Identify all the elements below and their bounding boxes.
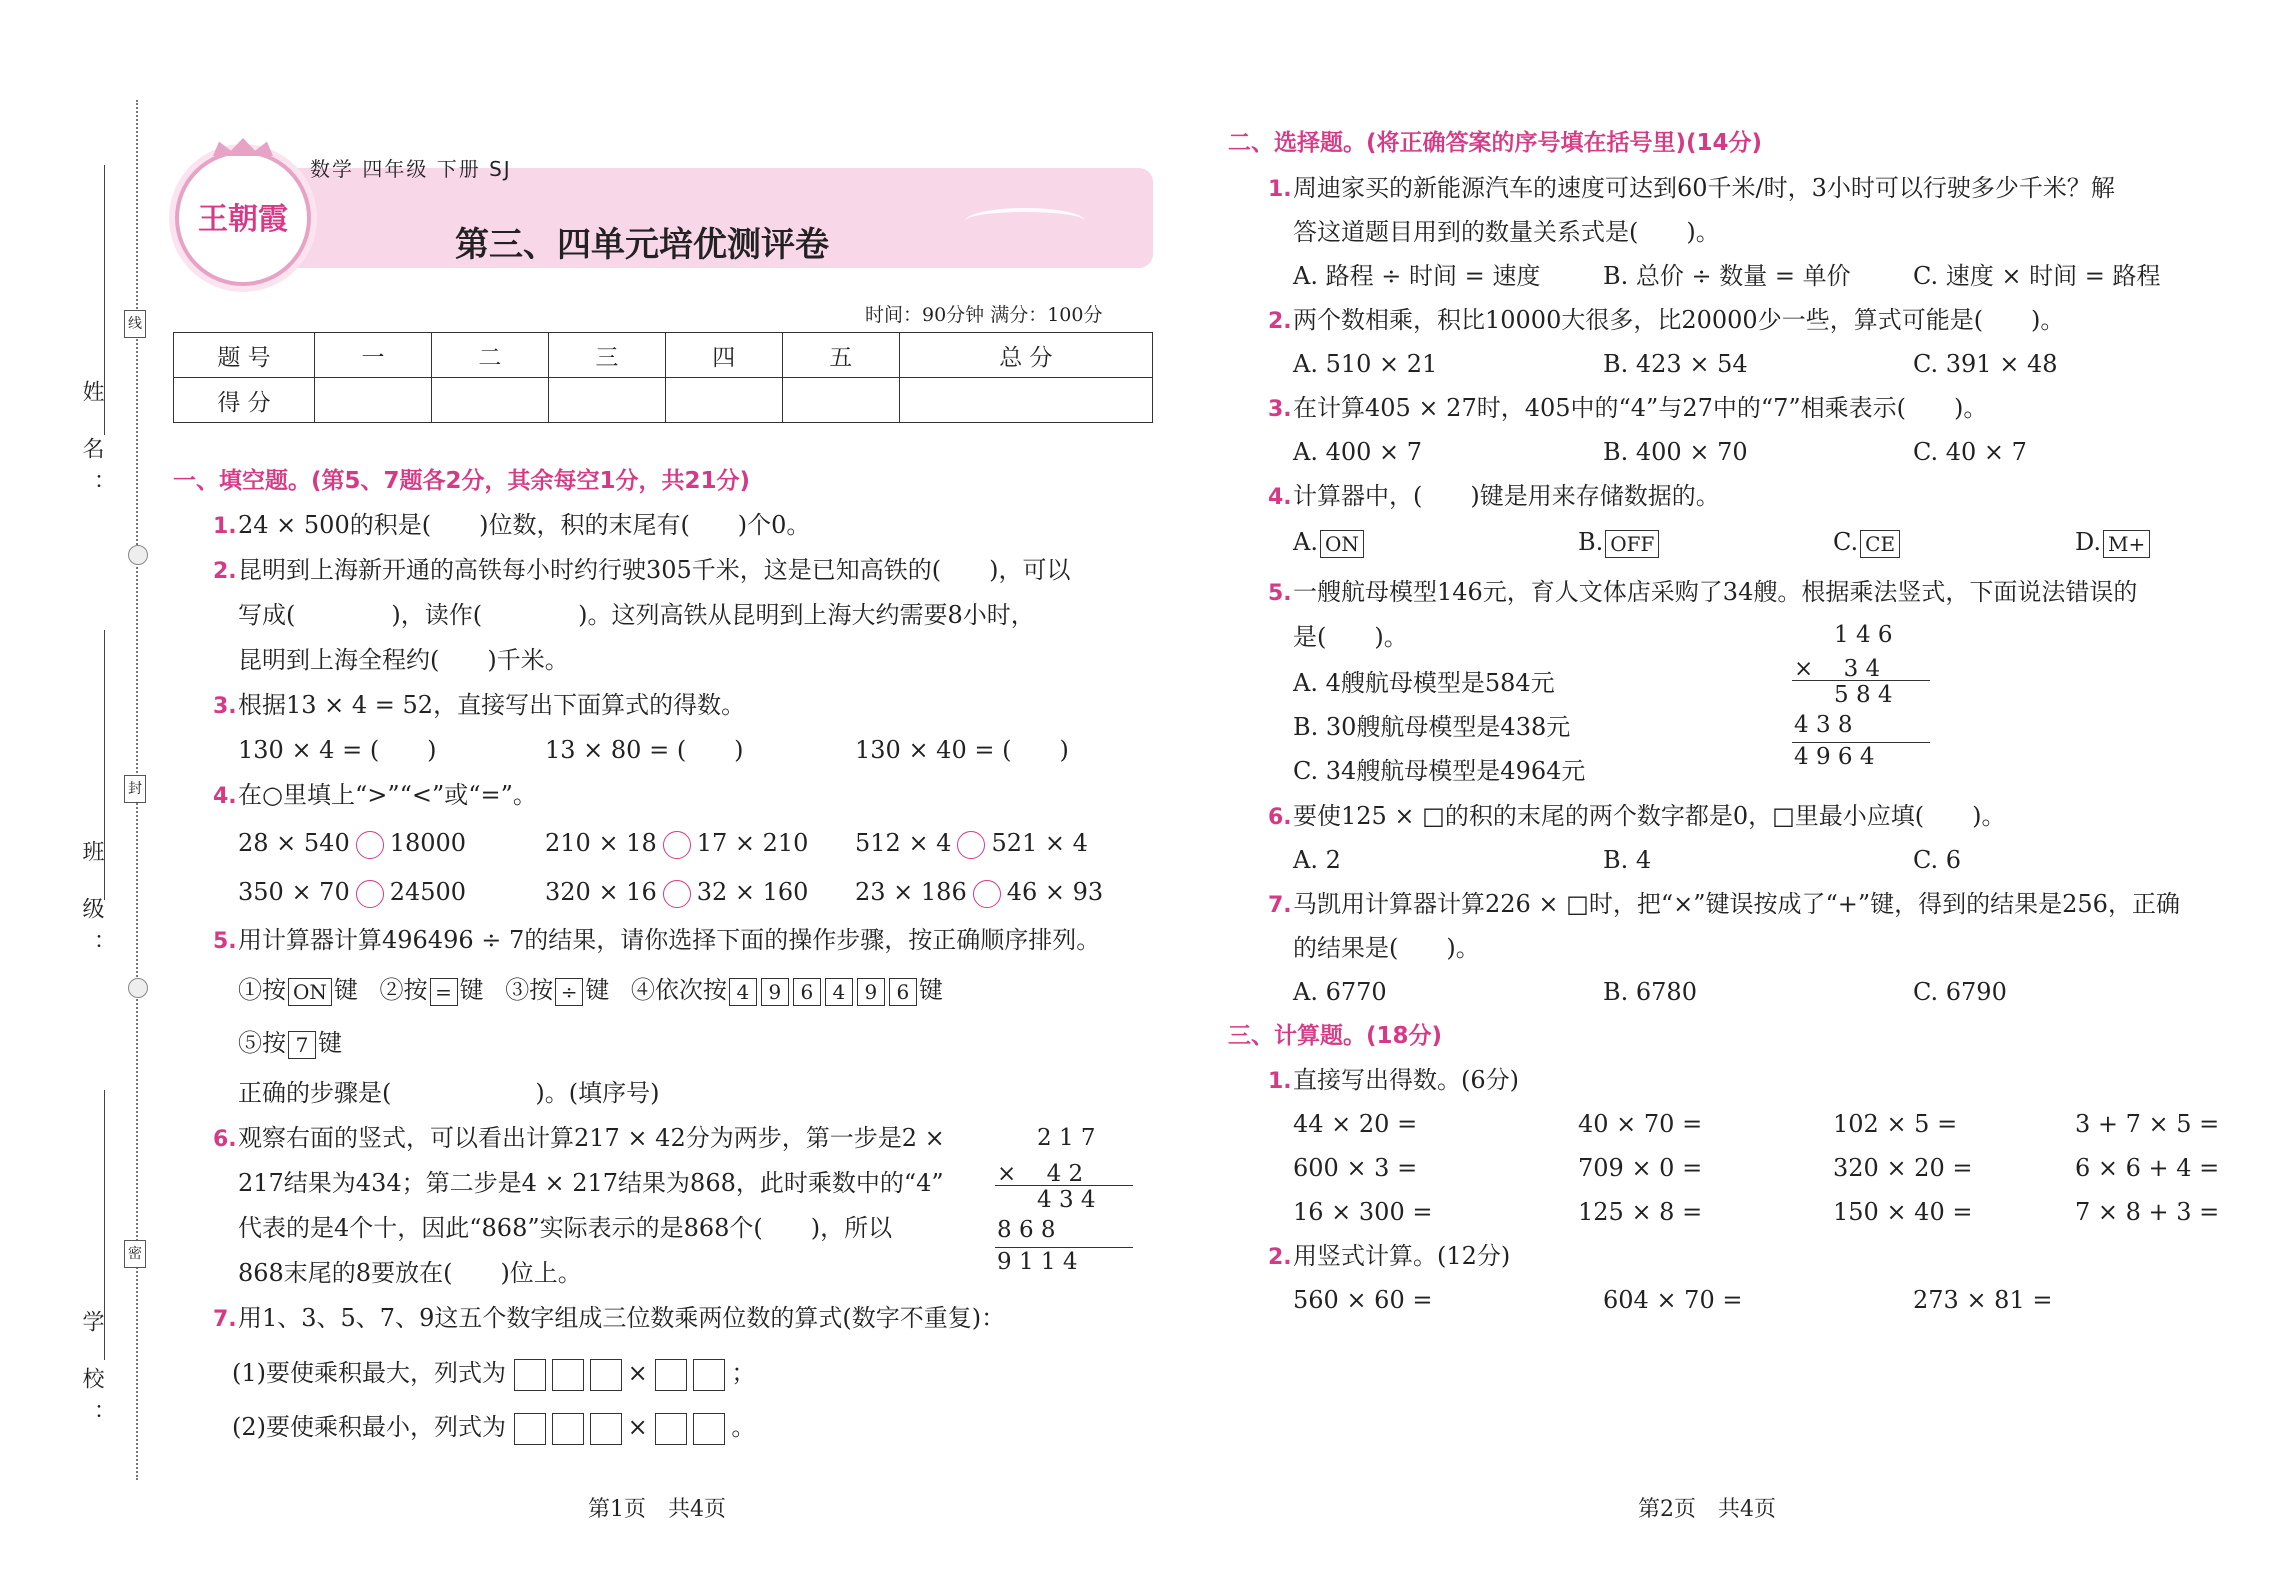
digit-box[interactable]	[655, 1413, 687, 1445]
class-label: 班 级：	[79, 840, 104, 969]
binding-mark-icon	[128, 978, 148, 998]
calc-row: 1 4 6	[1834, 622, 1893, 648]
banner-swoosh-icon	[965, 208, 1085, 234]
equals-key-icon: =	[430, 978, 458, 1006]
digit-key-icon: 4	[825, 978, 853, 1006]
q5-steps: ①按 ON 键 ②按 = 键 ③按 ÷ 键 ④依次按 4 9 6 4 9 6 键	[238, 976, 943, 1004]
q-number: 5.	[213, 929, 237, 954]
q5-step5: ⑤按 7 键	[238, 1029, 342, 1057]
calc-row: 5 8 4	[1834, 682, 1893, 708]
divide-key-icon: ÷	[555, 978, 583, 1006]
calc-row: × 4 2	[997, 1161, 1084, 1187]
option: C. 34艘航母模型是4964元	[1293, 757, 1586, 785]
subject-label: 数学 四年级 下册 SJ	[310, 157, 512, 181]
calc-item: 6 × 6 + 4 =	[2075, 1154, 2220, 1182]
compare-circle[interactable]	[663, 831, 691, 859]
q2-line1: 昆明到上海新开通的高铁每小时约行驶305千米，这是已知高铁的( )，可以	[238, 556, 1071, 584]
table-cell: 二	[431, 333, 548, 378]
calc-row: 4 9 6 4	[1794, 744, 1875, 770]
calc-item: 40 × 70 =	[1578, 1110, 1703, 1138]
q2-line2: 写成( )，读作( )。这列高铁从昆明到上海大约需要8小时，	[238, 601, 1035, 629]
table-cell: 总 分	[899, 333, 1152, 378]
compare-circle[interactable]	[356, 880, 384, 908]
q2-line3: 昆明到上海全程约( )千米。	[238, 646, 569, 674]
q-number: 3.	[1268, 397, 1292, 422]
calc-item: 600 × 3 =	[1293, 1154, 1418, 1182]
option: B. 30艘航母模型是438元	[1293, 713, 1571, 741]
tab-line: 线	[124, 310, 146, 338]
option: B. 400 × 70	[1603, 438, 1748, 466]
on-key-icon: ON	[288, 978, 332, 1006]
compare-circle[interactable]	[356, 831, 384, 859]
q-number: 5.	[1268, 581, 1292, 606]
score-input-cell[interactable]	[782, 378, 899, 423]
q-number: 7.	[213, 1307, 237, 1332]
q-number: 7.	[1268, 893, 1292, 918]
s3q1-text: 直接写出得数。(6分)	[1293, 1066, 1519, 1094]
option: A. ON	[1293, 527, 1366, 558]
digit-box[interactable]	[590, 1359, 622, 1391]
table-cell: 题 号	[174, 333, 315, 378]
m-plus-key-icon: M+	[2103, 530, 2150, 558]
q3-item: 13 × 80 = ( )	[545, 736, 744, 764]
calc-item: 102 × 5 =	[1833, 1110, 1958, 1138]
calc-row: 9 1 1 4	[997, 1249, 1078, 1275]
option: C. 6	[1913, 846, 1962, 874]
q-number: 6.	[1268, 805, 1292, 830]
calc-item: 273 × 81 =	[1913, 1286, 2053, 1314]
calc-item: 604 × 70 =	[1603, 1286, 1743, 1314]
s2q4-text: 计算器中，( )键是用来存储数据的。	[1293, 482, 1720, 510]
calc-item: 16 × 300 =	[1293, 1198, 1433, 1226]
option: D. M+	[2075, 527, 2152, 558]
q7-part2: (2)要使乘积最小，列式为 × 。	[232, 1412, 755, 1445]
q-number: 2.	[213, 559, 237, 584]
digit-box[interactable]	[552, 1413, 584, 1445]
binding-mark-icon	[128, 545, 148, 565]
score-input-cell[interactable]	[665, 378, 782, 423]
tab-secret: 密	[124, 1240, 146, 1268]
s2q1-line2: 答这道题目用到的数量关系式是( )。	[1293, 218, 1720, 246]
section2-title: 二、选择题。(将正确答案的序号填在括号里)(14分)	[1228, 130, 1763, 156]
digit-box[interactable]	[693, 1413, 725, 1445]
compare-item: 28 × 540 18000	[238, 829, 467, 857]
option: A. 4艘航母模型是584元	[1293, 669, 1555, 697]
option: A. 510 × 21	[1293, 350, 1438, 378]
time-info: 时间：90分钟 满分：100分	[865, 304, 1103, 326]
score-input-cell[interactable]	[548, 378, 665, 423]
q1-text: 24 × 500的积是( )位数，积的末尾有( )个0。	[238, 511, 811, 539]
digit-box[interactable]	[514, 1359, 546, 1391]
option: A. 路程 ÷ 时间 = 速度	[1293, 262, 1541, 290]
name-label: 姓 名：	[79, 380, 104, 509]
option: B. 4	[1603, 846, 1652, 874]
q3-item: 130 × 40 = ( )	[855, 736, 1069, 764]
s3q2-text: 用竖式计算。(12分)	[1293, 1242, 1511, 1270]
q6-line3: 代表的是4个十，因此“868”实际表示的是868个( )，所以	[238, 1214, 893, 1242]
s2q2-text: 两个数相乘，积比10000大很多，比20000少一些，算式可能是( )。	[1293, 306, 2065, 334]
score-input-cell[interactable]	[899, 378, 1152, 423]
option: B. 423 × 54	[1603, 350, 1748, 378]
table-cell: 三	[548, 333, 665, 378]
calc-item: 7 × 8 + 3 =	[2075, 1198, 2220, 1226]
digit-key-icon: 4	[729, 978, 757, 1006]
digit-key-icon: 7	[288, 1031, 316, 1059]
digit-box[interactable]	[655, 1359, 687, 1391]
s2q7-line1: 马凯用计算器计算226 × □时，把“×”键误按成了“+”键，得到的结果是256，正确	[1293, 890, 2180, 918]
s2q3-text: 在计算405 × 27时，405中的“4”与27中的“7”相乘表示( )。	[1293, 394, 1988, 422]
q5-answer: 正确的步骤是( )。(填序号)	[238, 1079, 660, 1107]
score-input-cell[interactable]	[431, 378, 548, 423]
q7-part1: (1)要使乘积最大，列式为 × ；	[232, 1358, 755, 1391]
option: B. 总价 ÷ 数量 = 单价	[1603, 262, 1851, 290]
option: A. 6770	[1293, 978, 1387, 1006]
digit-box[interactable]	[514, 1413, 546, 1445]
compare-item: 23 × 186 46 × 93	[855, 878, 1104, 906]
s2q1-line1: 周迪家买的新能源汽车的速度可达到60千米/时，3小时可以行驶多少千米？解	[1293, 174, 2115, 202]
calc-row: 2 1 7	[1037, 1125, 1096, 1151]
logo-text: 王朝霞	[198, 202, 288, 237]
compare-circle[interactable]	[973, 880, 1001, 908]
table-cell: 一	[315, 333, 432, 378]
q-number: 6.	[213, 1127, 237, 1152]
calc-item: 3 + 7 × 5 =	[2075, 1110, 2220, 1138]
digit-key-icon: 6	[889, 978, 917, 1006]
q-number: 4.	[213, 784, 237, 809]
q6-line2: 217结果为434；第二步是4 × 217结果为868，此时乘数中的“4”	[238, 1169, 944, 1197]
option: C. 速度 × 时间 = 路程	[1913, 262, 2161, 290]
digit-box[interactable]	[693, 1359, 725, 1391]
digit-key-icon: 6	[793, 978, 821, 1006]
compare-circle[interactable]	[663, 880, 691, 908]
digit-key-icon: 9	[761, 978, 789, 1006]
compare-item: 320 × 16 32 × 160	[545, 878, 809, 906]
page2-footer: 第2页 共4页	[1638, 1497, 1776, 1522]
option: B. OFF	[1578, 527, 1661, 558]
table-cell: 四	[665, 333, 782, 378]
q-number: 4.	[1268, 485, 1292, 510]
off-key-icon: OFF	[1605, 530, 1659, 558]
crown-icon	[213, 138, 273, 156]
tab-seal: 封	[124, 775, 146, 803]
compare-item: 210 × 18 17 × 210	[545, 829, 809, 857]
option: C. 40 × 7	[1913, 438, 2027, 466]
q4-text: 在○里填上“>”“<”或“=”。	[238, 781, 537, 809]
option: C. 391 × 48	[1913, 350, 2058, 378]
calc-item: 44 × 20 =	[1293, 1110, 1418, 1138]
calc-row: 4 3 4	[1037, 1187, 1096, 1213]
q7-text: 用1、3、5、7、9这五个数字组成三位数乘两位数的算式(数字不重复)：	[238, 1304, 1006, 1332]
q5-text: 用计算器计算496496 ÷ 7的结果，请你选择下面的操作步骤，按正确顺序排列。	[238, 926, 1101, 954]
q3-item: 130 × 4 = ( )	[238, 736, 437, 764]
ce-key-icon: CE	[1860, 530, 1900, 558]
calc-item: 709 × 0 =	[1578, 1154, 1703, 1182]
digit-box[interactable]	[590, 1413, 622, 1445]
s2q6-text: 要使125 × □的积的末尾的两个数字都是0，□里最小应填( )。	[1293, 802, 2006, 830]
s2q5-line1: 一艘航母模型146元，育人文体店采购了34艘。根据乘法竖式，下面说法错误的	[1293, 578, 2138, 606]
calc-item: 560 × 60 =	[1293, 1286, 1433, 1314]
option: C. CE	[1833, 527, 1902, 558]
section3-title: 三、计算题。(18分)	[1228, 1023, 1443, 1049]
q-number: 1.	[1268, 177, 1292, 202]
q3-text: 根据13 × 4 = 52，直接写出下面算式的得数。	[238, 691, 746, 719]
compare-circle[interactable]	[957, 831, 985, 859]
q6-line4: 868末尾的8要放在( )位上。	[238, 1259, 582, 1287]
logo-badge	[175, 150, 311, 286]
section1-title: 一、填空题。(第5、7题各2分，其余每空1分，共21分)	[173, 468, 751, 494]
on-key-icon: ON	[1320, 530, 1364, 558]
s2q5-line2: 是( )。	[1293, 623, 1408, 651]
page1-footer: 第1页 共4页	[588, 1497, 726, 1522]
table-cell: 五	[782, 333, 899, 378]
q-number: 2.	[1268, 1245, 1292, 1270]
q-number: 2.	[1268, 309, 1292, 334]
school-label: 学 校：	[79, 1310, 104, 1439]
digit-box[interactable]	[552, 1359, 584, 1391]
calc-item: 125 × 8 =	[1578, 1198, 1703, 1226]
q-number: 1.	[213, 514, 237, 539]
compare-item: 350 × 70 24500	[238, 878, 467, 906]
digit-key-icon: 9	[857, 978, 885, 1006]
q-number: 1.	[1268, 1069, 1292, 1094]
calc-item: 320 × 20 =	[1833, 1154, 1973, 1182]
calc-row: 8 6 8	[997, 1217, 1056, 1243]
vertical-calc-217x42	[995, 1125, 1135, 1275]
compare-item: 512 × 4 521 × 4	[855, 829, 1088, 857]
q-number: 3.	[213, 694, 237, 719]
score-table	[173, 332, 1153, 423]
vertical-calc-146x34	[1792, 622, 1932, 772]
s2q7-line2: 的结果是( )。	[1293, 934, 1480, 962]
q6-line1: 观察右面的竖式，可以看出计算217 × 42分为两步，第一步是2 ×	[238, 1124, 945, 1152]
table-cell: 得 分	[174, 378, 315, 423]
calc-row: × 3 4	[1794, 656, 1881, 682]
option: A. 2	[1293, 846, 1341, 874]
option: A. 400 × 7	[1293, 438, 1423, 466]
score-input-cell[interactable]	[315, 378, 432, 423]
calc-row: 4 3 8	[1794, 712, 1853, 738]
option: C. 6790	[1913, 978, 2007, 1006]
page-title: 第三、四单元培优测评卷	[455, 225, 829, 265]
option: B. 6780	[1603, 978, 1697, 1006]
calc-item: 150 × 40 =	[1833, 1198, 1973, 1226]
